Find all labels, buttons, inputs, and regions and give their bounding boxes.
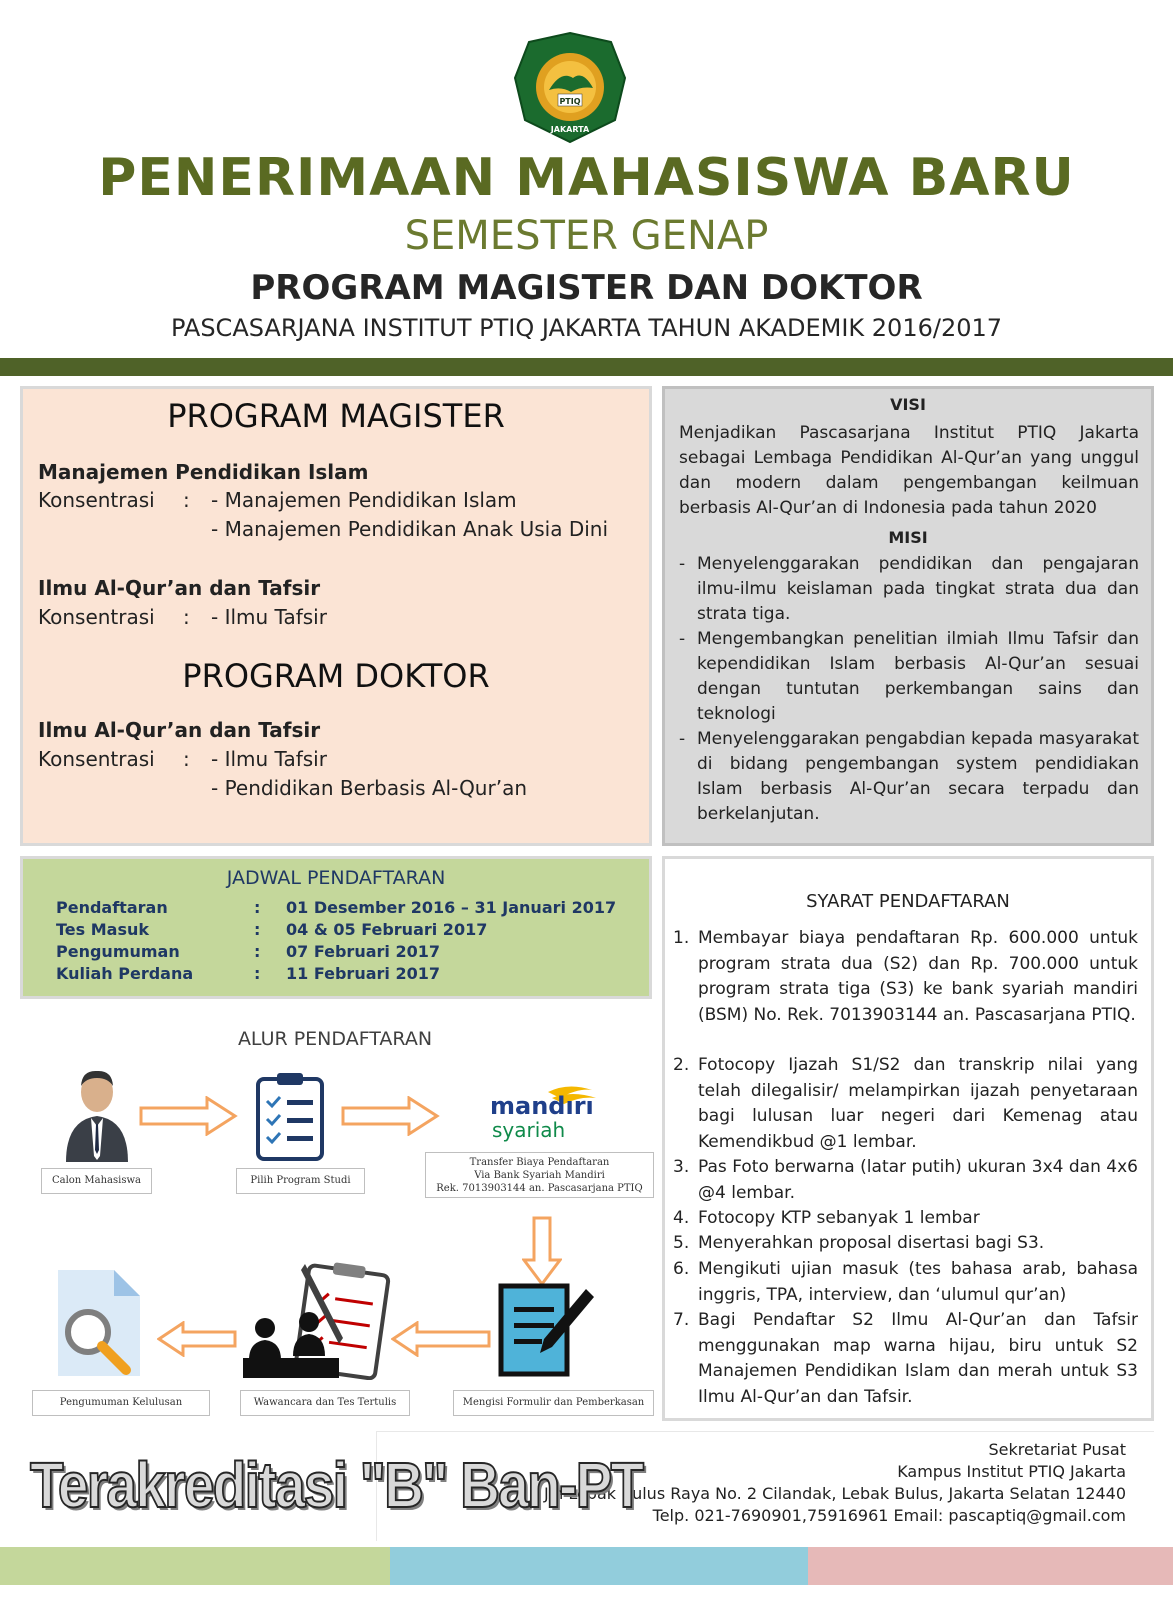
konsentrasi-label: Konsentrasi <box>38 488 155 512</box>
visi-text: Menjadikan Pascasarjana Institut PTIQ Jakarta sebagai Lembaga Pendidikan Al-Qur’an yang unggul dan modern dalam pengembangan keilmuan berbasis Al-Qur’an di Indonesia pada tahun 2020 <box>679 423 1139 518</box>
footer-band-pink <box>808 1547 1173 1585</box>
step-wawancara: Wawancara dan Tes Tertulis <box>240 1390 410 1416</box>
magister-prodi-2: Ilmu Al-Qur’an dan Tafsir <box>38 576 321 600</box>
contact-email-line: Telp. 021-7690901,75916961 Email: pascaptiq@gmail.com <box>652 1506 1126 1525</box>
visi-misi-box <box>662 386 1154 846</box>
konsentrasi-label: Konsentrasi <box>38 747 155 771</box>
misi-item: - Menyelenggarakan pengabdian kepada masyarakat di bidang pengembangan system pendidiakan Islam berbasis Al-Qur’an secara terpadu dan berkelanjutan. <box>679 729 1139 824</box>
svg-text:PTIQ: PTIQ <box>559 97 581 106</box>
syarat-item: 7. Bagi Pendaftar S2 Ilmu Al-Qur’an dan Tafsir menggunakan map warna hijau, biru untuk S2 Manajemen Pendidikan Islam dan merah untuk S3 Ilmu Al-Qur’an dan Tafsir. <box>673 1310 1138 1407</box>
footer-band-blue <box>390 1547 808 1585</box>
form-edit-icon <box>498 1283 598 1383</box>
contact-line: Sekretariat Pusat <box>988 1440 1126 1459</box>
doktor-prodi: Ilmu Al-Qur’an dan Tafsir <box>38 718 321 742</box>
search-document-icon <box>44 1268 154 1382</box>
konsentrasi-item: - Manajemen Pendidikan Anak Usia Dini <box>211 517 609 541</box>
jadwal-box: JADWAL PENDAFTARAN Pendaftaran : 01 Desember 2016 – 31 Januari 2017 Tes Masuk : 04 & 05 Februari 2017 Pengumuman : 07 Februari 2017 Kuliah Perdana : 11 Februari 2017 <box>20 856 652 999</box>
konsentrasi-item: - Ilmu Tafsir <box>211 605 327 629</box>
doktor-heading: PROGRAM DOKTOR <box>182 657 490 695</box>
step-pilih-program: Pilih Program Studi <box>236 1168 365 1194</box>
syarat-item: 4. Fotocopy KTP sebanyak 1 lembar <box>673 1208 980 1228</box>
contact-line: Jln Lebak Bulus Raya No. 2 Cilandak, Lebak Bulus, Jakarta Selatan 12440 <box>543 1484 1126 1503</box>
step-pengumuman: Pengumuman Kelulusan <box>32 1390 210 1416</box>
konsentrasi-colon: : <box>183 747 190 771</box>
misi-item: - Mengembangkan penelitian ilmiah Ilmu Tafsir dan kependidikan Islam berbasis Al-Qur’an sesuai dengan tuntutan perkembangan sains dan teknologi <box>679 629 1139 724</box>
misi-item: - Menyelenggarakan pendidikan dan pengajaran ilmu-ilmu keislaman pada tingkat strata dua dan strata tiga. <box>679 554 1139 624</box>
akreditasi-badge: Terakreditasi "B" Ban-PT <box>30 1449 643 1521</box>
program-title: PROGRAM MAGISTER DAN DOKTOR <box>250 268 923 308</box>
contact-line: Kampus Institut PTIQ Jakarta <box>897 1462 1126 1481</box>
clipboard-checklist-icon <box>255 1071 325 1165</box>
konsentrasi-label: Konsentrasi <box>38 605 155 629</box>
semester-title: SEMESTER GENAP <box>404 213 769 259</box>
institution-subtitle: PASCASARJANA INSTITUT PTIQ JAKARTA TAHUN AKADEMIK 2016/2017 <box>170 314 1003 342</box>
step-mengisi-formulir: Mengisi Formulir dan Pemberkasan <box>453 1390 654 1416</box>
arrow-left-icon <box>391 1321 491 1361</box>
arrow-right-icon <box>139 1096 239 1140</box>
step-transfer: Transfer Biaya Pendaftaran Via Bank Syariah Mandiri Rek. 7013903144 an. Pascasarjana PTIQ <box>425 1152 654 1198</box>
footer-band-green <box>0 1547 390 1585</box>
program-box <box>20 386 652 846</box>
syarat-item: 2. Fotocopy Ijazah S1/S2 dan transkrip nilai yang telah dilegalisir/ melampirkan ijazah penyetaraan bagi lulusan luar negeri dari Kemenag atau Kemendikbud @1 lembar. <box>673 1055 1138 1152</box>
misi-heading: MISI <box>888 528 928 547</box>
syarat-item: 1. Membayar biaya pendaftaran Rp. 600.000 untuk program strata dua (S2) dan Rp. 700.000 untuk program strata tiga (S3) ke bank syariah mandiri (BSM) No. Rek. 7013903144 an. Pascasarjana PTIQ. <box>673 928 1138 1025</box>
syarat-item: 5. Menyerahkan proposal disertasi bagi S3. <box>673 1233 1045 1253</box>
page-title: PENERIMAAN MAHASISWA BARU <box>98 148 1075 208</box>
konsentrasi-colon: : <box>183 488 190 512</box>
jadwal-heading: JADWAL PENDAFTARAN <box>226 867 446 889</box>
arrow-left-icon <box>157 1321 237 1361</box>
konsentrasi-item: - Ilmu Tafsir <box>211 747 327 771</box>
person-icon <box>62 1066 132 1166</box>
step-calon-mahasiswa: Calon Mahasiswa <box>41 1168 152 1194</box>
syarat-heading: SYARAT PENDAFTARAN <box>806 891 1010 912</box>
magister-heading: PROGRAM MAGISTER <box>167 397 505 435</box>
visi-heading: VISI <box>890 395 926 414</box>
svg-text:JAKARTA: JAKARTA <box>550 125 590 134</box>
arrow-right-icon <box>341 1096 441 1140</box>
header-divider <box>0 358 1173 376</box>
konsentrasi-item: - Pendidikan Berbasis Al-Qur’an <box>211 776 527 800</box>
syarat-item: 6. Mengikuti ujian masuk (tes bahasa arab, bahasa inggris, TPA, interview, dan ‘ulumul qur’an) <box>673 1259 1138 1305</box>
syarat-box <box>662 856 1154 1421</box>
arrow-down-icon <box>522 1216 562 1290</box>
mandiri-syariah-logo: mandırı syariah <box>488 1084 608 1144</box>
konsentrasi-item: - Manajemen Pendidikan Islam <box>211 488 517 512</box>
magister-prodi-1: Manajemen Pendidikan Islam <box>38 460 369 484</box>
interview-test-icon <box>243 1260 393 1384</box>
syarat-item: 3. Pas Foto berwarna (latar putih) ukuran 3x4 dan 4x6 @4 lembar. <box>673 1157 1138 1203</box>
ptiq-logo <box>511 30 629 145</box>
konsentrasi-colon: : <box>183 605 190 629</box>
alur-heading: ALUR PENDAFTARAN <box>237 1028 433 1050</box>
